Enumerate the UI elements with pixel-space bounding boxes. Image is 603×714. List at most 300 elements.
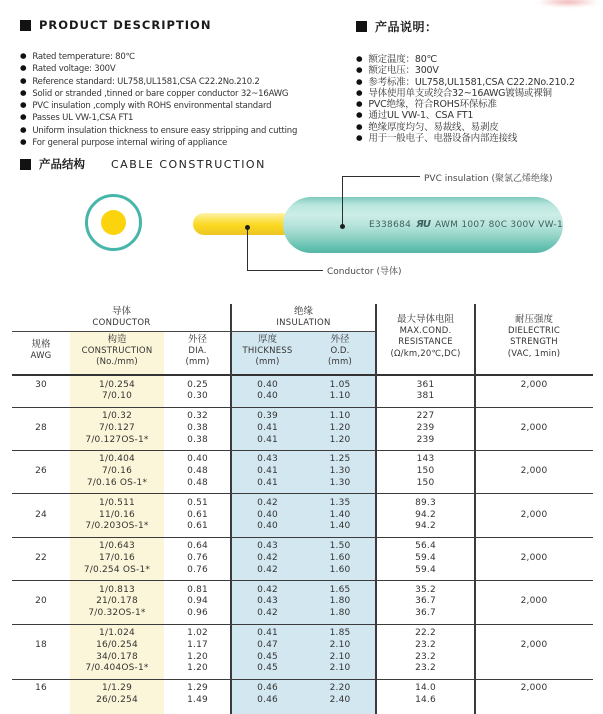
value-awg bbox=[12, 608, 70, 620]
header-col-resistance bbox=[376, 314, 475, 360]
cell-thickness bbox=[231, 454, 304, 489]
header-text: (Ω/km,20℃,DC) bbox=[390, 348, 461, 359]
value-od: 1.40 bbox=[329, 521, 351, 532]
section-title-cable-construction bbox=[20, 156, 266, 172]
list-item-text: For general purpose internal wiring of appliance bbox=[32, 138, 228, 149]
list-item bbox=[20, 137, 352, 149]
cell-resistance bbox=[376, 628, 475, 675]
value-dielectric bbox=[475, 652, 593, 664]
value-dia: 0.94 bbox=[187, 596, 208, 607]
cell-awg bbox=[12, 454, 70, 489]
header-group-insulation bbox=[231, 306, 376, 329]
value-awg: 20 bbox=[35, 596, 47, 607]
table-header bbox=[12, 303, 593, 374]
value-od: 1.60 bbox=[329, 553, 351, 564]
callout-conductor-dot bbox=[245, 225, 250, 230]
value-construction: 7/0.32OS-1* bbox=[88, 608, 146, 619]
value-thickness: 0.45 bbox=[257, 651, 278, 662]
table-group-awg-22 bbox=[12, 538, 593, 581]
value-od: 1.30 bbox=[329, 478, 351, 489]
cell-dia bbox=[164, 541, 231, 576]
value-resistance: 227 bbox=[416, 411, 435, 422]
product-description-en bbox=[20, 18, 352, 149]
cell-od bbox=[304, 541, 376, 576]
list-item-text: Reference standard: UL758,UL1581,CSA C22.2No.210.2 bbox=[32, 76, 260, 87]
cell-construction bbox=[70, 411, 164, 446]
bullet-icon: ● bbox=[20, 87, 27, 97]
list-item bbox=[20, 125, 352, 137]
value-resistance: 23.2 bbox=[415, 663, 436, 674]
value-od: 1.30 bbox=[329, 466, 351, 477]
bullet-icon: ● bbox=[356, 65, 363, 75]
cell-awg bbox=[12, 541, 70, 576]
header-text: (mm) bbox=[185, 357, 210, 367]
value-dielectric bbox=[475, 608, 593, 620]
section-title-product-description bbox=[20, 18, 352, 32]
value-od: 1.60 bbox=[329, 564, 351, 575]
value-dia: 0.81 bbox=[187, 584, 208, 595]
cell-thickness bbox=[231, 541, 304, 576]
list-item-text: PVC绝缘，符合ROHS环保标准 bbox=[368, 99, 497, 111]
value-resistance: 361 bbox=[416, 379, 435, 390]
value-awg: 18 bbox=[35, 639, 47, 650]
header-text: 外径 bbox=[187, 334, 207, 345]
cell-resistance bbox=[376, 683, 475, 707]
value-thickness: 0.42 bbox=[257, 497, 278, 508]
description-list-zh bbox=[356, 54, 602, 144]
value-dielectric: 2,000 bbox=[520, 379, 548, 390]
list-item bbox=[356, 54, 602, 65]
cell-resistance bbox=[376, 380, 475, 404]
value-dielectric bbox=[475, 411, 593, 423]
header-text: THICKNESS bbox=[242, 345, 293, 356]
conductor-core-icon bbox=[101, 210, 126, 235]
value-resistance: 14.6 bbox=[415, 695, 436, 706]
header-text: 耐压强度 bbox=[514, 314, 553, 325]
value-dia: 1.29 bbox=[187, 683, 208, 694]
table-body bbox=[12, 374, 593, 710]
header-text: (mm) bbox=[255, 357, 280, 367]
value-dielectric bbox=[475, 391, 593, 403]
cell-construction bbox=[70, 683, 164, 707]
value-od: 1.35 bbox=[329, 497, 351, 508]
value-construction: 7/0.127OS-1* bbox=[85, 434, 149, 445]
value-construction: 1/0.32 bbox=[102, 411, 132, 422]
value-dia: 0.76 bbox=[187, 553, 208, 564]
value-awg bbox=[12, 541, 70, 553]
value-resistance: 143 bbox=[416, 454, 435, 465]
value-dia: 0.61 bbox=[187, 521, 208, 532]
value-construction: 7/0.203OS-1* bbox=[85, 521, 149, 532]
callout-conductor-line-horizontal bbox=[247, 270, 323, 271]
list-item bbox=[20, 100, 352, 112]
value-resistance: 36.7 bbox=[415, 608, 436, 619]
value-thickness: 0.43 bbox=[257, 596, 278, 607]
value-thickness: 0.41 bbox=[257, 422, 278, 433]
value-dielectric: 2,000 bbox=[520, 596, 548, 607]
value-dielectric bbox=[475, 498, 593, 510]
value-od: 1.10 bbox=[329, 411, 351, 422]
header-text: CONDUCTOR bbox=[92, 318, 151, 328]
table-group-awg-16 bbox=[12, 680, 593, 711]
list-item-text: Solid or stranded ,tinned or bare copper conductor 32~16AWG bbox=[32, 88, 289, 99]
value-thickness: 0.42 bbox=[257, 564, 278, 575]
value-od: 1.80 bbox=[329, 596, 351, 607]
list-item bbox=[356, 88, 602, 99]
cell-awg bbox=[12, 585, 70, 620]
value-construction: 7/0.16 bbox=[102, 466, 132, 477]
table-divider bbox=[230, 304, 232, 714]
value-od: 1.50 bbox=[329, 541, 351, 552]
cell-dielectric bbox=[475, 380, 593, 404]
header-text: 厚度 bbox=[257, 334, 277, 345]
header-text: INSULATION bbox=[276, 318, 331, 328]
value-dielectric: 2,000 bbox=[520, 422, 548, 433]
cell-dia bbox=[164, 683, 231, 707]
value-od: 2.20 bbox=[329, 683, 351, 694]
value-thickness: 0.41 bbox=[257, 434, 278, 445]
value-dielectric: 2,000 bbox=[520, 466, 548, 477]
value-resistance: 94.2 bbox=[415, 521, 436, 532]
table-group-awg-30 bbox=[12, 376, 593, 408]
value-awg bbox=[12, 521, 70, 533]
list-item bbox=[20, 112, 352, 124]
cell-dielectric bbox=[475, 498, 593, 533]
bullet-icon: ● bbox=[20, 75, 27, 85]
cable-cross-section-diagram bbox=[85, 194, 142, 251]
value-dia: 0.76 bbox=[187, 564, 208, 575]
value-dielectric bbox=[475, 435, 593, 447]
value-od: 1.85 bbox=[329, 628, 351, 639]
value-dia: 0.64 bbox=[187, 541, 208, 552]
section-marker-icon bbox=[356, 21, 367, 32]
product-description-zh bbox=[356, 18, 602, 144]
value-od: 1.05 bbox=[329, 379, 351, 390]
value-dielectric bbox=[475, 628, 593, 640]
value-resistance: 59.4 bbox=[415, 553, 436, 564]
value-construction: 21/0.178 bbox=[96, 596, 138, 607]
cell-dia bbox=[164, 628, 231, 675]
list-item-text: 导体使用单支或绞合32~16AWG镀锡或裸铜 bbox=[368, 87, 552, 99]
value-construction: 7/0.10 bbox=[102, 391, 132, 402]
bullet-icon: ● bbox=[356, 110, 363, 120]
cell-dielectric bbox=[475, 454, 593, 489]
value-thickness: 0.40 bbox=[257, 379, 278, 390]
table-divider bbox=[375, 304, 377, 714]
insulation-sheath-illustration bbox=[283, 197, 563, 253]
header-text: 导体 bbox=[111, 306, 131, 317]
value-construction: 1/0.643 bbox=[99, 541, 135, 552]
spec-table bbox=[12, 303, 593, 714]
list-item-text: 额定温度：80℃ bbox=[368, 54, 438, 65]
cell-construction bbox=[70, 541, 164, 576]
value-construction: 1/0.254 bbox=[99, 379, 135, 390]
value-thickness: 0.47 bbox=[257, 639, 278, 650]
cell-construction bbox=[70, 498, 164, 533]
value-construction: 16/0.254 bbox=[96, 639, 138, 650]
value-dia: 0.48 bbox=[187, 466, 208, 477]
table-divider bbox=[474, 304, 476, 714]
value-thickness: 0.42 bbox=[257, 553, 278, 564]
value-dia: 1.49 bbox=[187, 695, 208, 706]
list-item-text: 参考标准：UL758,UL1581,CSA C22.2No.210.2 bbox=[368, 76, 575, 88]
value-construction: 7/0.16 OS-1* bbox=[86, 478, 148, 489]
list-item-text: Passes UL VW-1,CSA FT1 bbox=[32, 113, 134, 124]
list-item bbox=[20, 51, 352, 63]
section-title-text-en: CABLE CONSTRUCTION bbox=[111, 157, 266, 171]
bullet-icon: ● bbox=[20, 112, 27, 122]
value-construction: 1/0.813 bbox=[99, 584, 135, 595]
ul-recognized-icon: ЯU bbox=[416, 219, 430, 230]
value-dia: 0.38 bbox=[187, 434, 208, 445]
value-resistance: 150 bbox=[416, 478, 435, 489]
header-col-dielectric bbox=[475, 314, 593, 360]
list-item bbox=[356, 77, 602, 88]
cell-dielectric bbox=[475, 585, 593, 620]
value-awg bbox=[12, 695, 70, 707]
value-od: 1.10 bbox=[329, 391, 351, 402]
cell-resistance bbox=[376, 411, 475, 446]
value-awg: 24 bbox=[35, 509, 47, 520]
header-text: (VAC, 1min) bbox=[507, 348, 561, 359]
list-item-text: 额定电压：300V bbox=[368, 65, 439, 77]
value-awg: 16 bbox=[35, 683, 47, 694]
value-dielectric: 2,000 bbox=[520, 639, 548, 650]
value-thickness: 0.46 bbox=[257, 695, 278, 706]
value-dia: 0.38 bbox=[187, 422, 208, 433]
cell-od bbox=[304, 628, 376, 675]
header-text: O.D. bbox=[330, 345, 350, 356]
cell-resistance bbox=[376, 454, 475, 489]
bullet-icon: ● bbox=[20, 137, 27, 147]
value-dielectric bbox=[475, 454, 593, 466]
section-title-text: PRODUCT DESCRIPTION bbox=[39, 18, 212, 32]
value-resistance: 239 bbox=[416, 434, 435, 445]
value-construction: 34/0.178 bbox=[96, 651, 138, 662]
value-dielectric: 2,000 bbox=[520, 509, 548, 520]
value-od: 1.25 bbox=[329, 454, 351, 465]
value-resistance: 94.2 bbox=[415, 509, 436, 520]
value-thickness: 0.40 bbox=[257, 509, 278, 520]
section-title-text: 产品说明： bbox=[375, 20, 438, 34]
cell-thickness bbox=[231, 628, 304, 675]
header-text: DIA. bbox=[188, 345, 207, 356]
cell-thickness bbox=[231, 411, 304, 446]
value-resistance: 59.4 bbox=[415, 564, 436, 575]
value-thickness: 0.40 bbox=[257, 521, 278, 532]
value-dielectric bbox=[475, 478, 593, 490]
value-awg bbox=[12, 565, 70, 577]
value-awg: 26 bbox=[35, 466, 47, 477]
list-item-text: Uniform insulation thickness to ensure easy stripping and cutting bbox=[32, 125, 298, 136]
value-dielectric bbox=[475, 565, 593, 577]
value-thickness: 0.41 bbox=[257, 466, 278, 477]
logo-remnant bbox=[536, 0, 600, 7]
cell-construction bbox=[70, 585, 164, 620]
value-thickness: 0.43 bbox=[257, 541, 278, 552]
header-text: RESISTANCE bbox=[398, 337, 453, 347]
cell-awg bbox=[12, 628, 70, 675]
cell-dia bbox=[164, 411, 231, 446]
cell-dia bbox=[164, 498, 231, 533]
list-item bbox=[356, 65, 602, 76]
value-construction: 1/1.29 bbox=[102, 683, 132, 694]
description-list-en bbox=[20, 51, 352, 149]
value-resistance: 150 bbox=[416, 466, 435, 477]
value-thickness: 0.41 bbox=[257, 628, 278, 639]
value-awg bbox=[12, 585, 70, 597]
list-item-text: Rated temperature: 80℃ bbox=[32, 52, 135, 62]
cell-construction bbox=[70, 628, 164, 675]
header-text: 规格 bbox=[31, 339, 51, 350]
value-dielectric bbox=[475, 521, 593, 533]
list-item-text: 绝缘厚度均匀、易裁线、易剥皮 bbox=[368, 121, 499, 133]
conductor-label: Conductor (导体) bbox=[327, 267, 402, 277]
value-awg: 22 bbox=[35, 553, 47, 564]
table-group-awg-26 bbox=[12, 451, 593, 494]
value-resistance: 89.3 bbox=[415, 497, 436, 508]
cell-dia bbox=[164, 454, 231, 489]
value-dielectric bbox=[475, 585, 593, 597]
cell-awg bbox=[12, 498, 70, 533]
value-resistance: 36.7 bbox=[415, 596, 436, 607]
value-resistance: 22.2 bbox=[415, 628, 436, 639]
cell-od bbox=[304, 411, 376, 446]
value-thickness: 0.42 bbox=[257, 584, 278, 595]
list-item bbox=[356, 110, 602, 121]
cell-construction bbox=[70, 380, 164, 404]
value-od: 1.40 bbox=[329, 509, 351, 520]
header-col-od bbox=[304, 334, 376, 369]
cell-thickness bbox=[231, 585, 304, 620]
list-item-text: 通过UL VW-1、CSA FT1 bbox=[368, 110, 474, 122]
section-marker-icon bbox=[20, 159, 31, 170]
bullet-icon: ● bbox=[356, 121, 363, 131]
value-thickness: 0.40 bbox=[257, 391, 278, 402]
list-item bbox=[356, 122, 602, 133]
value-od: 1.80 bbox=[329, 608, 351, 619]
value-dia: 1.20 bbox=[187, 651, 208, 662]
value-dia: 0.32 bbox=[187, 411, 208, 422]
cell-dielectric bbox=[475, 541, 593, 576]
value-od: 2.10 bbox=[329, 639, 351, 650]
value-dia: 0.61 bbox=[187, 509, 208, 520]
list-item bbox=[20, 63, 352, 75]
value-dia: 0.40 bbox=[187, 454, 208, 465]
list-item bbox=[20, 88, 352, 100]
callout-pvc-dot bbox=[340, 224, 345, 229]
header-text: 绝缘 bbox=[293, 306, 313, 317]
bullet-icon: ● bbox=[356, 99, 363, 109]
value-construction: 1/0.511 bbox=[99, 497, 135, 508]
header-text: MAX.COND. bbox=[399, 325, 452, 336]
value-construction: 11/0.16 bbox=[99, 509, 135, 520]
table-group-awg-24 bbox=[12, 494, 593, 537]
header-group-conductor bbox=[12, 306, 231, 329]
value-resistance: 381 bbox=[416, 391, 435, 402]
value-od: 2.40 bbox=[329, 695, 351, 706]
cell-resistance bbox=[376, 541, 475, 576]
list-item-text: 用于一般电子、电器设备内部连接线 bbox=[368, 133, 518, 145]
list-item bbox=[356, 133, 602, 144]
header-underline bbox=[12, 331, 231, 332]
header-text: DIELECTRIC bbox=[507, 325, 560, 336]
value-resistance: 23.2 bbox=[415, 651, 436, 662]
value-thickness: 0.46 bbox=[257, 683, 278, 694]
cell-od bbox=[304, 683, 376, 707]
ul-cert-number: E338684 bbox=[369, 219, 412, 230]
list-item bbox=[356, 99, 602, 110]
header-text: CONSTRUCTION bbox=[81, 345, 153, 356]
cell-od bbox=[304, 454, 376, 489]
value-awg bbox=[12, 663, 70, 675]
cell-construction bbox=[70, 454, 164, 489]
header-text: (No./mm) bbox=[96, 357, 138, 367]
cell-dielectric bbox=[475, 628, 593, 675]
value-od: 2.10 bbox=[329, 651, 351, 662]
value-construction: 7/0.254 OS-1* bbox=[83, 564, 151, 575]
value-resistance: 14.0 bbox=[415, 683, 436, 694]
cell-awg bbox=[12, 683, 70, 707]
bullet-icon: ● bbox=[356, 76, 363, 86]
bullet-icon: ● bbox=[20, 63, 27, 73]
value-dielectric: 2,000 bbox=[520, 553, 548, 564]
header-text: STRENGTH bbox=[510, 337, 558, 347]
section-marker-icon bbox=[20, 20, 31, 31]
value-dielectric bbox=[475, 541, 593, 553]
pvc-insulation-label: PVC insulation (聚氯乙烯绝缘) bbox=[424, 174, 553, 184]
table-group-awg-20 bbox=[12, 581, 593, 624]
value-dia: 0.30 bbox=[187, 391, 208, 402]
value-construction: 1/0.404 bbox=[99, 454, 135, 465]
cell-resistance bbox=[376, 585, 475, 620]
header-text: AWG bbox=[30, 350, 52, 361]
list-item-text: Rated voltage: 300V bbox=[32, 64, 116, 75]
cell-thickness bbox=[231, 683, 304, 707]
callout-pvc-line-horizontal bbox=[342, 176, 420, 177]
value-dia: 1.17 bbox=[187, 639, 208, 650]
cell-od bbox=[304, 498, 376, 533]
cell-thickness bbox=[231, 498, 304, 533]
value-dia: 1.02 bbox=[187, 628, 208, 639]
callout-pvc-line-vertical bbox=[342, 176, 343, 226]
header-text: 最大导体电阻 bbox=[396, 314, 454, 325]
cell-od bbox=[304, 380, 376, 404]
value-awg: 30 bbox=[35, 379, 47, 390]
table-group-awg-18 bbox=[12, 625, 593, 680]
list-item-text: PVC insulation ,comply with ROHS environmental standard bbox=[32, 101, 272, 112]
value-construction: 1/1.024 bbox=[99, 628, 135, 639]
value-awg bbox=[12, 652, 70, 664]
cell-awg bbox=[12, 411, 70, 446]
header-text: (mm) bbox=[328, 357, 352, 367]
value-awg bbox=[12, 435, 70, 447]
bullet-icon: ● bbox=[356, 87, 363, 97]
value-awg bbox=[12, 411, 70, 423]
value-awg bbox=[12, 391, 70, 403]
cell-dielectric bbox=[475, 411, 593, 446]
section-title-product-description-zh bbox=[356, 18, 602, 35]
header-col-thickness bbox=[231, 334, 304, 369]
value-construction: 26/0.254 bbox=[96, 695, 138, 706]
cell-dia bbox=[164, 380, 231, 404]
value-od: 1.65 bbox=[329, 584, 351, 595]
value-thickness: 0.39 bbox=[257, 411, 278, 422]
value-thickness: 0.45 bbox=[257, 663, 278, 674]
value-thickness: 0.42 bbox=[257, 608, 278, 619]
cell-resistance bbox=[376, 498, 475, 533]
header-col-construction bbox=[70, 334, 164, 369]
